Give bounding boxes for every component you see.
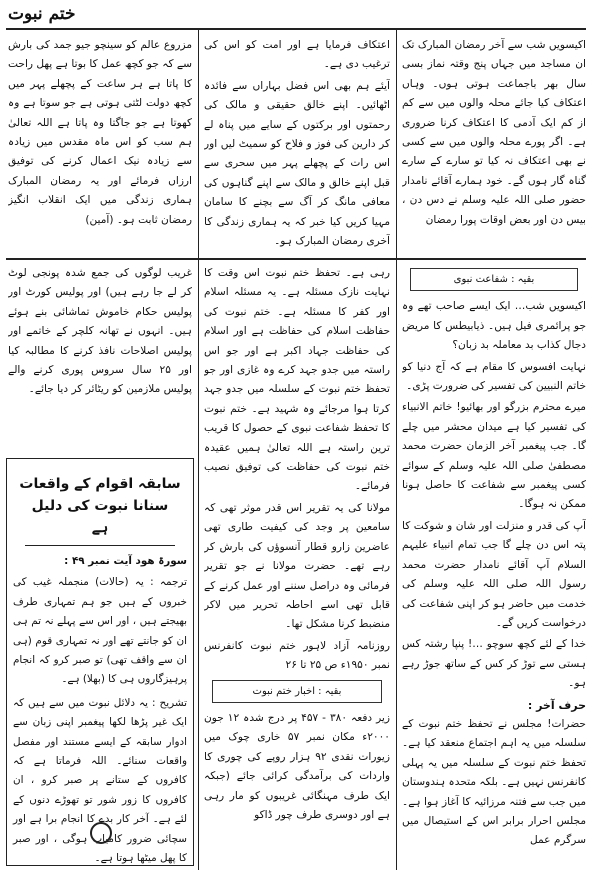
box-verse-ref: سورۃ ھود آیت نمبر ۴۹ : xyxy=(64,555,187,567)
box-title-line-2: سنانا نبوت کی دلیل ہے xyxy=(25,495,175,546)
article-paragraph: نہایت افسوس کا مقام ہے کہ آج دنیا کو خاتم النبیین کی تفسیر کی ضرورت پڑی۔ xyxy=(402,360,586,393)
section-subhead: بقیہ : اخبار ختم نبوت xyxy=(212,680,382,703)
box-translation: ترجمہ : یہ (حالات) منجملہ غیب کی خبروں کے ہیں جو ہم تمہاری طرف بھیجتے ہیں ، اور اس سے پہلے نہ تم ہی ان کو جانتے تھے اور نہ تمہاری قوم (ہی ان سے واقف تھی) تو صبر کرو کہ انجام پرہیزگاروں ہی کا (بھلا) ہے۔ xyxy=(13,576,187,686)
masthead-logo: ختم نبوت xyxy=(8,4,76,24)
column-middle-top xyxy=(204,36,390,254)
article-paragraph: میرے محترم بزرگو اور بھائیو! خاتم الانبیاء کی تفسیر کیا ہے میدان محشر میں چلے گا۔ جب پیغمبر آخر الزمان حضرت محمد مصطفیٰ صلی اللہ علیہ وسلم کے سوائے کسی پیغمبر سے شفاعت کا حاصل ہونا ممکن نہ ہوگا۔ xyxy=(402,401,586,511)
section-divider xyxy=(6,258,586,260)
article-paragraph: آیئے ہم بھی اس فضل بہاراں سے فائدہ اٹھائیں۔ اپنے خالق حقیقی و مالک کی رحمتوں اور برکتوں کے سایے میں پناہ لے کر دارین کی فوز و فلاح کو سمیٹ لیں اور اس رات کے پچھلے پہر میں سحری سے قبل اپنے خالق و مالک سے اپنے گناہوں کی معافی مانگ کر آگ سے بچنے کا سامان مہیا کریں کیا خبر کہ یہ ہماری زندگی کا آخری رمضان المبارک ہو۔ xyxy=(204,79,390,248)
article-paragraph: اکیسویں شب سے آخر رمضان المبارک تک ان مساجد میں جہاں پنج وقتہ نماز بسی سال بھر باجماعت ہوتی ہوں۔ وہاں اعتکاف کیا جائے محلہ والوں میں سے کم از کم ایک آدمی کا اعتکاف کرنا ضروری ہے۔ اگر پورے محلہ والوں میں سے کسی نے بھی اعتکاف نہ کیا تو سارے کے سارے گناہ گار ہوں گے۔ خود ہمارے آقائے نامدار حضور صلی اللہ علیہ وسلم نے دس دن ، بیس دن اور بعض اوقات پورا رمضان xyxy=(402,39,586,226)
column-middle-bottom xyxy=(204,264,390,868)
column-divider-right xyxy=(396,30,397,870)
article-paragraph: آپ کی قدر و منزلت اور شان و شوکت کا پتہ اس دن چلے گا جب تمام انبیاء علیہم السلام آپ آقائے نامدار حضرت محمد رسول اللہ صلی اللہ علیہ وسلم کی خدمت میں حاضر ہو کر اپنی شفاعت کی درخواست کریں گے۔ xyxy=(402,519,586,629)
article-paragraph: غریب لوگوں کی جمع شدہ پونجی لوٹ کر لے جا رہے ہیں) اور پولیس کورٹ اور پولیس حکام خاموش تماشائی بنے ہوئے ہیں۔ انہوں نے تھانہ کلچر کے خاتمے اور پولیس اصلاحات نافذ کرنے کا مطالبہ کیا اور ۲۵ سال سروس پوری کرنے والے پولیس ملازمین کو ریٹائر کر دیا جائے۔ xyxy=(8,267,192,396)
article-paragraph: اعتکاف فرمایا ہے اور امت کو اس کی ترغیب دی ہے۔ xyxy=(204,39,390,71)
top-rule xyxy=(6,28,586,30)
final-heading: حرف آخر : xyxy=(527,698,586,712)
article-paragraph: اکیسویں شب… ایک ایسے صاحب تھے وہ جو پرائمری فیل ہیں۔ ذیابیطس کا مریض دجال کذاب بد معاملہ بد زبان؟ xyxy=(402,300,586,352)
circle-ornament xyxy=(90,822,112,844)
column-left-top xyxy=(8,36,192,254)
article-paragraph: زیر دفعہ ۳۸۰ - ۴۵۷ پر درج شدہ ۱۲ جون ۲۰۰۰ء مکان نمبر ۵۷ خاری چوک میں زیورات نقدی ۹۲ ہزار روپے کی چوری کا واردات کی برآمدگی کرائی جائے (جبکہ ایک طرف مہنگائی غریبوں کو مار رہی ہے اور دوسری طرف چور ڈاکو xyxy=(204,711,390,821)
citation: روزنامہ آزاد لاہور ختم نبوت کانفرنس نمبر ۱۹۵۰ء ص ۲۵ تا ۲۶ xyxy=(204,639,390,672)
article-paragraph: رہی ہے۔ تحفظ ختم نبوت اس وقت کا نہایت نازک مسئلہ ہے۔ یہ مسئلہ اسلام اور کفر کا مسئلہ ہے۔ ختم نبوت کی حفاظت اسلام کی حفاظت ہے اور اسلام کی حفاظت جہاد اکبر ہے اور جو اس راستہ میں جدو جہد کرے وہ غازی اور جو تحفظ ختم نبوت کے سلسلہ میں جدو جہد کرتا ہوا مرجائے وہ شہید ہے۔ ختم نبوت کا تحفظ شفاعت نبوی کے حصول کا قریب ترین راستہ ہے اللہ تعالیٰ ہمیں عقیدہ ختم نبوت کی حفاظت کی توفیق نصیب فرمائے۔ xyxy=(204,267,390,493)
boxed-article xyxy=(6,458,194,866)
column-divider-left xyxy=(198,30,199,870)
box-title-line-1: سابقہ اقوام کے واقعات xyxy=(19,476,181,492)
article-paragraph: مولانا کی یہ تقریر اس قدر موثر تھی کہ سامعین پر وجد کی کیفیت طاری تھی عاضرین زارو قطار آنسوؤں کی بارش کر رہے تھے۔ حضرت مولانا نے جو تقریر فرمائی وہ دراصل سننے اور عمل کرنے کے قابل تھی اسے احاطہ تحریر میں لاکر منضبط کرنا مشکل تھا۔ xyxy=(204,501,390,631)
article-paragraph: خدا کے لئے کچھ سوچو …! پنپا رشتہ کس ہستی سے توڑ کر کس کے ساتھ جوڑ رہے ہو۔ xyxy=(402,638,586,690)
column-right-top xyxy=(402,36,586,254)
box-commentary: تشریح : یہ دلائل نبوت میں سے ہیں کہ ایک غیر پڑھا لکھا پیغمبر اپنی زبان سے ادوار سابقہ کے ایسے مستند اور مفصل واقعات سنائے۔ اللہ فرماتا ہے کہ کافروں کے ستانے پر صبر کرو ، ان کافروں کا زور شور تو تھوڑے دنوں کے لئے ہے۔ آخر کار بدے کا انجام برا ہے اور سچائی ضرور کامیاب ہوگی ، اور صبر کا پھل میٹھا ہوتا ہے۔ xyxy=(13,696,187,865)
section-subhead: بقیہ : شفاعت نبوی xyxy=(410,268,578,291)
column-left-middle xyxy=(8,264,192,452)
article-paragraph: مزروع عالم کو سینچو جیو جمد کی بارش سے کہ جو کچھ عمل کا بوتا ہے پھل راحت کا پاتا ہے ہر ساعت کے پچھلے پہر میں کچھ دولت لٹتی ہوتی ہے جو سوتا ہے وہ کھوتا ہے جو جاگتا وہ پاتا ہے اللہ تعالیٰ ہم سب کو اس ماہ مقدس میں زیادہ سے زیادہ نیک اعمال کرنے کی توفیق ارزاں فرمائے اور یہ رمضان المبارک ہماری زندگی میں ایک انقلاب انگیز رمضان ثابت ہو۔ (آمین) xyxy=(8,39,192,226)
article-paragraph: حضرات! مجلس نے تحفظ ختم نبوت کے سلسلہ میں یہ اہم اجتماع منعقد کیا ہے۔ تحفظ ختم نبوت کے سلسلہ میں یہ پہلی کانفرنس نہیں ہے۔ بلکہ متحدہ ہندوستان میں جب سے فتنہ مرزائیہ کا آغاز ہوا ہے۔ مجلس احرار برابر اس کے استیصال میں سرگرم عمل xyxy=(402,717,586,847)
column-right-bottom xyxy=(402,264,586,868)
